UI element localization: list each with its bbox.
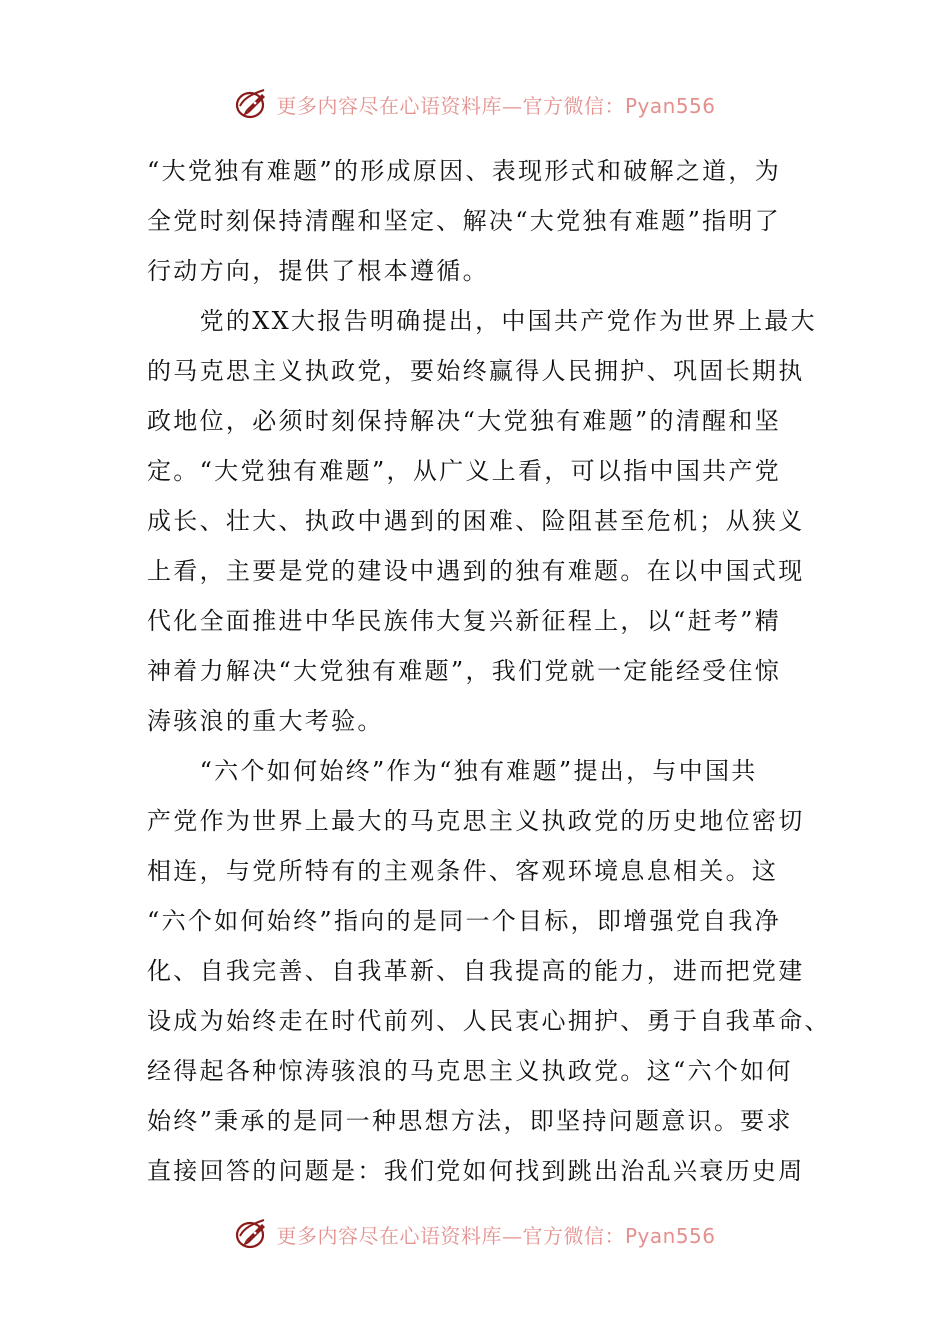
pen-logo-icon bbox=[234, 1216, 270, 1252]
body-line: 行动方向，提供了根本遵循。 bbox=[147, 257, 489, 285]
banner-dash: — bbox=[501, 93, 523, 118]
body-line: 直接回答的问题是：我们党如何找到跳出治乱兴衰历史周 bbox=[147, 1157, 805, 1185]
body-line: 设成为始终走在时代前列、人民衷心拥护、勇于自我革命、 bbox=[147, 1007, 831, 1035]
banner-dash: — bbox=[501, 1223, 523, 1248]
body-line: 产党作为世界上最大的马克思主义执政党的历史地位密切 bbox=[147, 807, 805, 835]
banner-text-cn2: 官方微信： bbox=[522, 1223, 625, 1248]
body-line: 经得起各种惊涛骇浪的马克思主义执政党。这“六个如何 bbox=[147, 1057, 793, 1085]
banner-text bbox=[276, 90, 715, 119]
banner-text-cn: 更多内容尽在心语资料库 bbox=[276, 1223, 502, 1248]
body-line: 神着力解决“大党独有难题”，我们党就一定能经受住惊 bbox=[147, 657, 782, 685]
body-line: “大党独有难题”的形成原因、表现形式和破解之道，为 bbox=[147, 157, 782, 185]
footer-banner bbox=[0, 1214, 950, 1254]
header-banner bbox=[0, 84, 950, 124]
banner-wechat-id: Pyan556 bbox=[624, 1223, 716, 1248]
body-line: 化、自我完善、自我革新、自我提高的能力，进而把党建 bbox=[147, 957, 805, 985]
banner-wechat-id: Pyan556 bbox=[624, 93, 716, 118]
body-line: 定。“大党独有难题”，从广义上看，可以指中国共产党 bbox=[147, 457, 782, 485]
body-line: 党的XX大报告明确提出，中国共产党作为世界上最大 bbox=[147, 307, 817, 335]
body-line: 代化全面推进中华民族伟大复兴新征程上，以“赶考”精 bbox=[147, 607, 782, 635]
body-line: 相连，与党所特有的主观条件、客观环境息息相关。这 bbox=[147, 857, 779, 885]
body-line: 成长、壮大、执政中遇到的困难、险阻甚至危机；从狭义 bbox=[147, 507, 805, 535]
body-line: 涛骇浪的重大考验。 bbox=[147, 707, 384, 735]
body-line: 政地位，必须时刻保持解决“大党独有难题”的清醒和坚 bbox=[147, 407, 782, 435]
banner-text-cn2: 官方微信： bbox=[522, 93, 625, 118]
pen-logo-icon bbox=[234, 86, 270, 122]
header-banner-inner bbox=[234, 86, 715, 122]
banner-text-cn: 更多内容尽在心语资料库 bbox=[276, 93, 502, 118]
body-line: “六个如何始终”指向的是同一个目标，即增强党自我净 bbox=[147, 907, 782, 935]
body-line: 的马克思主义执政党，要始终赢得人民拥护、巩固长期执 bbox=[147, 357, 805, 385]
document-body bbox=[147, 146, 831, 1196]
footer-banner-inner bbox=[234, 1216, 715, 1252]
body-line: 始终”秉承的是同一种思想方法，即坚持问题意识。要求 bbox=[147, 1107, 793, 1135]
body-line: 全党时刻保持清醒和坚定、解决“大党独有难题”指明了 bbox=[147, 207, 782, 235]
body-line: 上看，主要是党的建设中遇到的独有难题。在以中国式现 bbox=[147, 557, 805, 585]
body-line: “六个如何始终”作为“独有难题”提出，与中国共 bbox=[147, 757, 758, 785]
banner-text bbox=[276, 1220, 715, 1249]
